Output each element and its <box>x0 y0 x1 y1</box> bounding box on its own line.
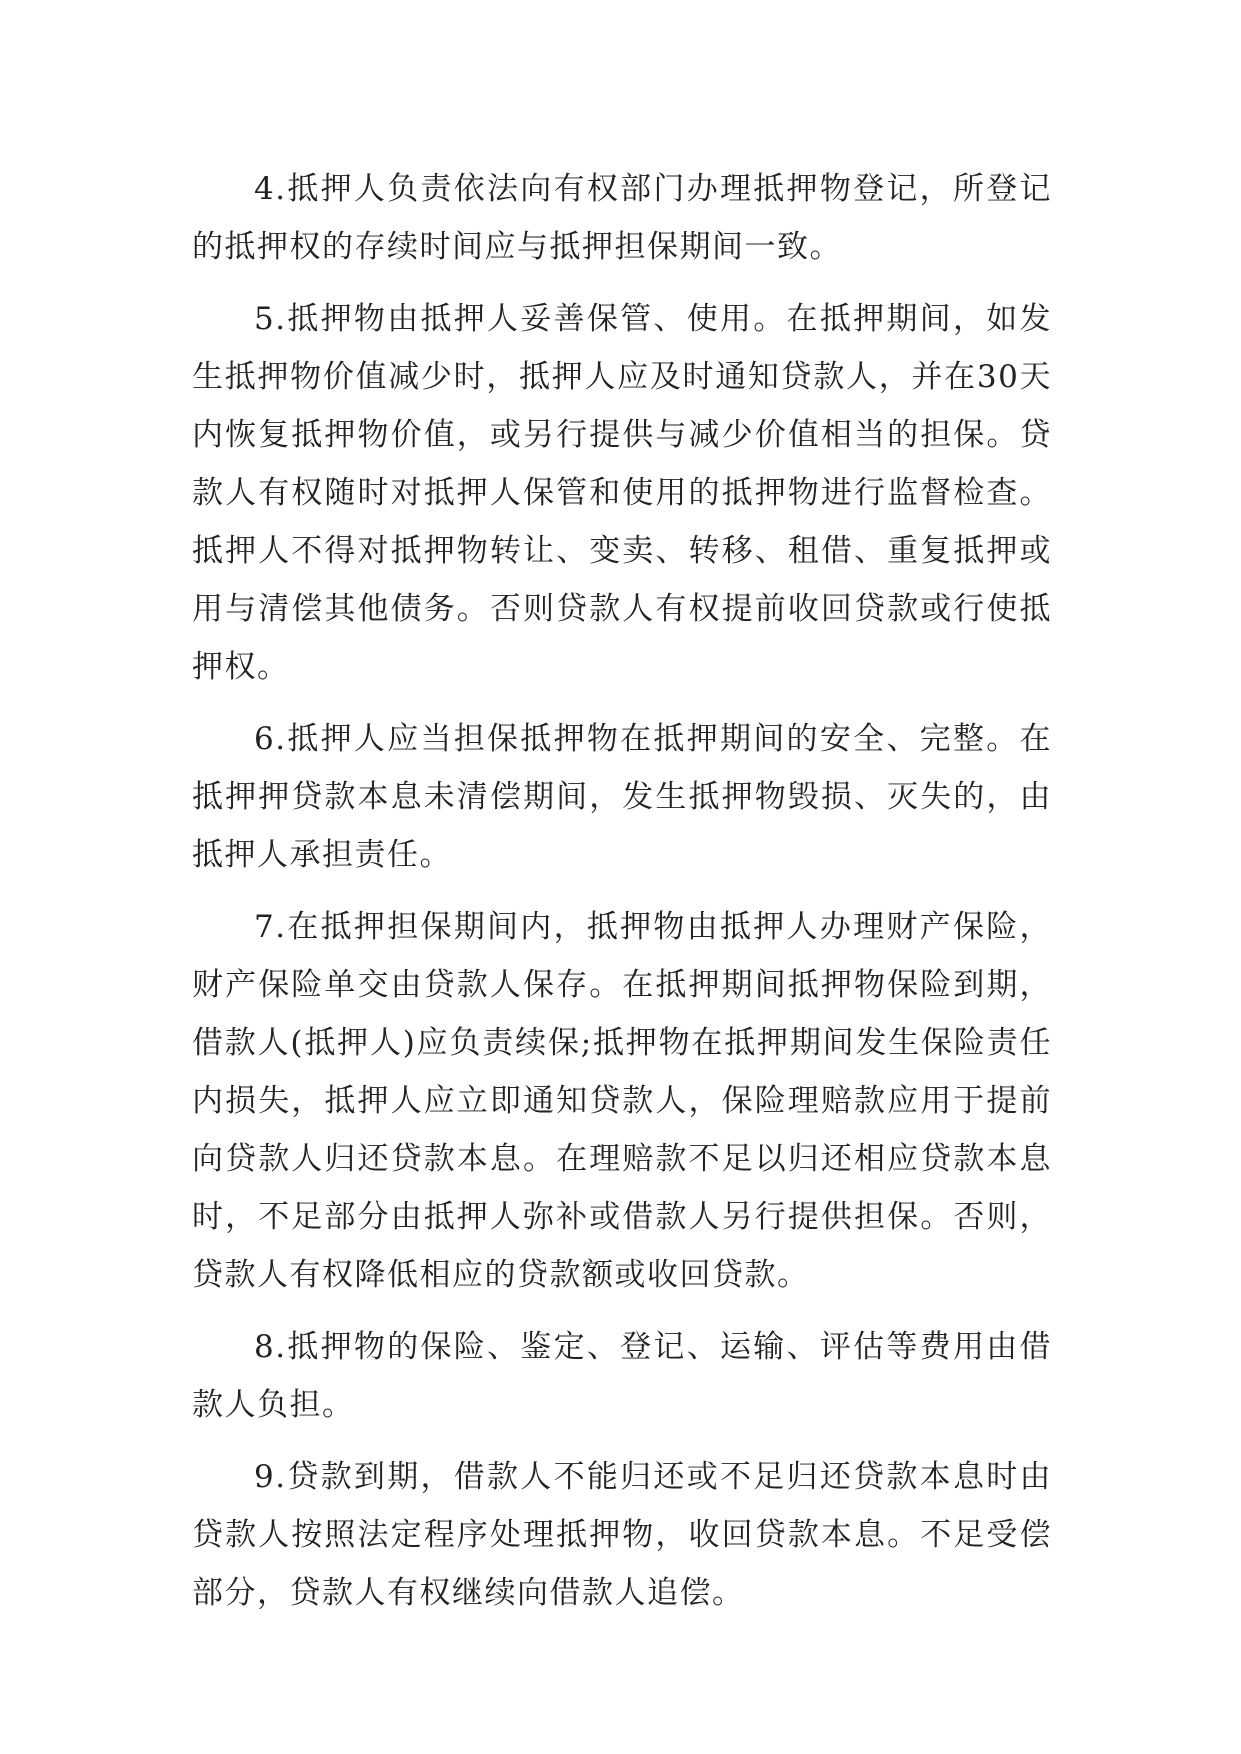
clause-7: 7.在抵押担保期间内，抵押物由抵押人办理财产保险，财产保险单交由贷款人保存。在抵押期间抵押物保险到期，借款人(抵押人)应负责续保;抵押物在抵押期间发生保险责任内损失，抵押人应立即通知贷款人，保险理赔款应用于提前向贷款人归还贷款本息。在理赔款不足以归还相应贷款本息时，不足部分由抵押人弥补或借款人另行提供担保。否则，贷款人有权降低相应的贷款额或收回贷款。 <box>192 909 1052 1293</box>
clause-9: 9.贷款到期，借款人不能归还或不足归还贷款本息时由贷款人按照法定程序处理抵押物，收回贷款本息。不足受偿部分，贷款人有权继续向借款人追偿。 <box>192 1459 1052 1611</box>
clause-5: 5.抵押物由抵押人妥善保管、使用。在抵押期间，如发生抵押物价值减少时，抵押人应及时通知贷款人，并在30天内恢复抵押物价值，或另行提供与减少价值相当的担保。贷款人有权随时对抵押人保管和使用的抵押物进行监督检查。抵押人不得对抵押物转让、变卖、转移、租借、重复抵押或用与清偿其他债务。否则贷款人有权提前收回贷款或行使抵押权。 <box>192 301 1052 685</box>
clause-6: 6.抵押人应当担保抵押物在抵押期间的安全、完整。在抵押押贷款本息未清偿期间，发生抵押物毁损、灭失的，由抵押人承担责任。 <box>192 721 1052 873</box>
document-body <box>192 160 1052 1636</box>
clause-4: 4.抵押人负责依法向有权部门办理抵押物登记，所登记的抵押权的存续时间应与抵押担保期间一致。 <box>192 171 1052 265</box>
clause-8: 8.抵押物的保险、鉴定、登记、运输、评估等费用由借款人负担。 <box>192 1329 1052 1423</box>
